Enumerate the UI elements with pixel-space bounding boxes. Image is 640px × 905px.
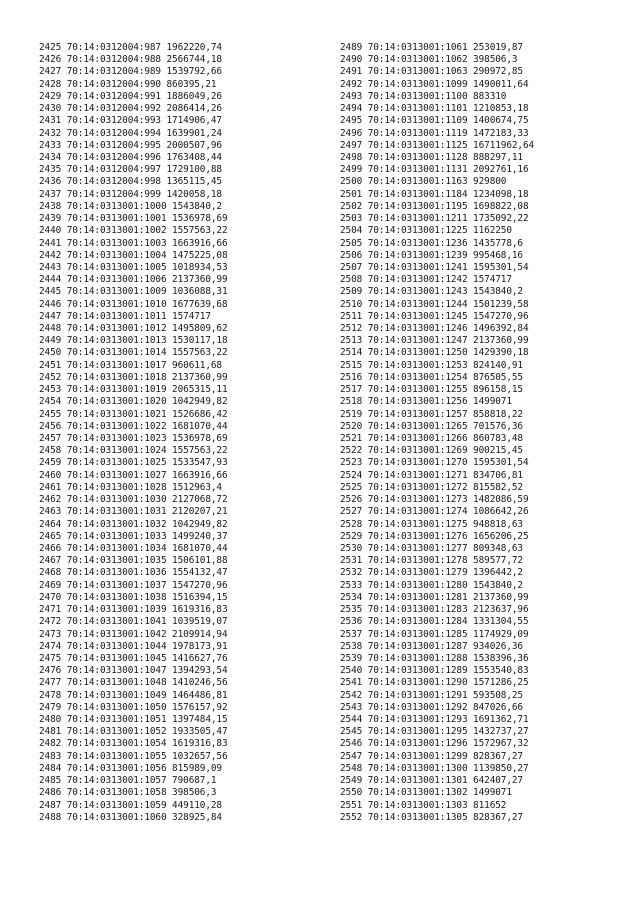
list-item: 2440 70:14:0313001:1002 1557563,22 <box>39 225 228 237</box>
list-item: 2449 70:14:0313001:1013 1530117,18 <box>39 335 228 347</box>
list-item: 2435 70:14:0312004:997 1729100,88 <box>39 164 222 176</box>
list-item: 2499 70:14:0313001:1131 2092761,16 <box>340 164 529 176</box>
list-item: 2524 70:14:0313001:1271 834706,81 <box>340 469 523 481</box>
list-item: 2494 70:14:0313001:1101 1210853,18 <box>340 103 529 115</box>
list-item: 2473 70:14:0313001:1042 2109914,94 <box>39 628 228 640</box>
list-item: 2503 70:14:0313001:1211 1735092,22 <box>340 213 529 225</box>
list-item: 2475 70:14:0313001:1045 1416627,76 <box>39 652 228 664</box>
list-item: 2484 70:14:0313001:1056 815989,09 <box>39 762 222 774</box>
list-item: 2425 70:14:0312004:987 1962220,74 <box>39 42 222 53</box>
list-item: 2543 70:14:0313001:1292 847026,66 <box>340 701 523 713</box>
list-item: 2539 70:14:0313001:1288 1538396,36 <box>340 652 529 664</box>
list-item: 2546 70:14:0313001:1296 1572967,32 <box>340 738 529 750</box>
list-item: 2525 70:14:0313001:1272 815582,52 <box>340 481 523 493</box>
list-item: 2528 70:14:0313001:1275 948818,63 <box>340 518 523 530</box>
list-item: 2450 70:14:0313001:1014 1557563,22 <box>39 347 228 359</box>
list-item: 2492 70:14:0313001:1099 1490011,64 <box>340 78 529 90</box>
list-item: 2515 70:14:0313001:1253 824140,91 <box>340 359 523 371</box>
list-item: 2477 70:14:0313001:1048 1410246,56 <box>39 677 228 689</box>
list-item: 2487 70:14:0313001:1059 449110,28 <box>39 799 222 811</box>
list-item: 2445 70:14:0313001:1009 1036088,31 <box>39 286 228 298</box>
list-item: 2509 70:14:0313001:1243 1543840,2 <box>340 286 523 298</box>
list-item: 2542 70:14:0313001:1291 593508,25 <box>340 689 523 701</box>
list-item: 2456 70:14:0313001:1022 1681070,44 <box>39 420 228 432</box>
list-item: 2526 70:14:0313001:1273 1482086,59 <box>340 494 529 506</box>
list-item: 2510 70:14:0313001:1244 1501239,58 <box>340 298 529 310</box>
list-item: 2517 70:14:0313001:1255 896158,15 <box>340 384 523 396</box>
list-item: 2550 70:14:0313001:1302 1499071 <box>340 787 512 799</box>
list-item: 2481 70:14:0313001:1052 1933505,47 <box>39 726 228 738</box>
list-item: 2540 70:14:0313001:1289 1553540,83 <box>340 665 529 677</box>
list-item: 2429 70:14:0312004:991 1886049,26 <box>39 90 222 102</box>
list-item: 2444 70:14:0313001:1006 2137360,99 <box>39 274 228 286</box>
list-item: 2483 70:14:0313001:1055 1032657,56 <box>39 750 228 762</box>
list-item: 2531 70:14:0313001:1278 589577,72 <box>340 555 523 567</box>
list-item: 2443 70:14:0313001:1005 1018934,53 <box>39 261 228 273</box>
list-item: 2430 70:14:0312004:992 2086414,26 <box>39 103 222 115</box>
list-item: 2472 70:14:0313001:1041 1039519,07 <box>39 616 228 628</box>
list-item: 2461 70:14:0313001:1028 1512963,4 <box>39 481 222 493</box>
list-item: 2544 70:14:0313001:1293 1691362,71 <box>340 714 529 726</box>
list-item: 2465 70:14:0313001:1033 1499240,37 <box>39 530 228 542</box>
list-item: 2452 70:14:0313001:1018 2137360,99 <box>39 371 228 383</box>
list-item: 2533 70:14:0313001:1280 1543840,2 <box>340 579 523 591</box>
list-item: 2548 70:14:0313001:1300 1139850,27 <box>340 762 529 774</box>
list-item: 2505 70:14:0313001:1236 1435778,6 <box>340 237 523 249</box>
left-column <box>39 42 339 824</box>
list-item: 2470 70:14:0313001:1038 1516394,15 <box>39 591 228 603</box>
list-item: 2471 70:14:0313001:1039 1619316,83 <box>39 604 228 616</box>
list-item: 2500 70:14:0313001:1163 929800 <box>340 176 507 188</box>
list-item: 2521 70:14:0313001:1266 860783,48 <box>340 433 523 444</box>
list-item: 2431 70:14:0312004:993 1714906,47 <box>39 115 222 127</box>
list-item: 2451 70:14:0313001:1017 960611,68 <box>39 359 222 371</box>
list-item: 2432 70:14:0312004:994 1639901,24 <box>39 127 222 139</box>
list-item: 2442 70:14:0313001:1004 1475225,08 <box>39 249 228 261</box>
list-item: 2501 70:14:0313001:1184 1234098,18 <box>340 188 529 200</box>
list-item: 2514 70:14:0313001:1250 1429390,18 <box>340 347 529 359</box>
list-item: 2436 70:14:0312004:998 1365115,45 <box>39 176 222 188</box>
list-item: 2549 70:14:0313001:1301 642407,27 <box>340 775 523 787</box>
list-item: 2439 70:14:0313001:1001 1536978,69 <box>39 213 228 225</box>
list-item: 2479 70:14:0313001:1050 1576157,92 <box>39 701 228 713</box>
right-column <box>340 42 640 824</box>
list-item: 2504 70:14:0313001:1225 1162250 <box>340 225 512 237</box>
list-item: 2433 70:14:0312004:995 2000507,96 <box>39 139 222 151</box>
list-item: 2516 70:14:0313001:1254 876505,55 <box>340 371 523 383</box>
list-item: 2428 70:14:0312004:990 860395,21 <box>39 78 217 90</box>
list-item: 2512 70:14:0313001:1246 1496392,84 <box>340 323 529 335</box>
list-item: 2448 70:14:0313001:1012 1495809,62 <box>39 323 228 335</box>
list-item: 2502 70:14:0313001:1195 1698822,08 <box>340 200 529 212</box>
list-item: 2463 70:14:0313001:1031 2120207,21 <box>39 506 228 518</box>
list-item: 2454 70:14:0313001:1020 1042949,82 <box>39 396 228 408</box>
list-item: 2529 70:14:0313001:1276 1656206,25 <box>340 530 529 542</box>
list-item: 2519 70:14:0313001:1257 858818,22 <box>340 408 523 420</box>
list-item: 2482 70:14:0313001:1054 1619316,83 <box>39 738 228 750</box>
list-item: 2513 70:14:0313001:1247 2137360,99 <box>340 335 529 347</box>
list-item: 2441 70:14:0313001:1003 1663916,66 <box>39 237 228 249</box>
list-item: 2466 70:14:0313001:1034 1681070,44 <box>39 542 228 554</box>
list-item: 2530 70:14:0313001:1277 809348,63 <box>340 542 523 554</box>
list-item: 2527 70:14:0313001:1274 1086642,26 <box>340 506 529 518</box>
list-item: 2426 70:14:0312004:988 2566744,18 <box>39 54 222 66</box>
list-item: 2506 70:14:0313001:1239 995468,16 <box>340 249 523 261</box>
list-item: 2453 70:14:0313001:1019 2065315,11 <box>39 384 228 396</box>
list-item: 2495 70:14:0313001:1109 1400674,75 <box>340 115 529 127</box>
list-item: 2485 70:14:0313001:1057 790687,1 <box>39 775 217 787</box>
list-item: 2459 70:14:0313001:1025 1533547,93 <box>39 457 228 469</box>
list-item: 2488 70:14:0313001:1060 328925,84 <box>39 811 222 823</box>
list-item: 2486 70:14:0313001:1058 398506,3 <box>39 787 217 799</box>
list-item: 2491 70:14:0313001:1063 290972,85 <box>340 66 523 78</box>
list-item: 2464 70:14:0313001:1032 1042949,82 <box>39 518 228 530</box>
list-item: 2532 70:14:0313001:1279 1396442,2 <box>340 567 523 579</box>
list-item: 2496 70:14:0313001:1119 1472183,33 <box>340 127 529 139</box>
list-item: 2437 70:14:0312004:999 1420058,18 <box>39 188 222 200</box>
list-item: 2535 70:14:0313001:1283 2123637,96 <box>340 604 529 616</box>
list-item: 2545 70:14:0313001:1295 1432737,27 <box>340 726 529 738</box>
list-item: 2523 70:14:0313001:1270 1595301,54 <box>340 457 529 469</box>
list-item: 2497 70:14:0313001:1125 16711962,64 <box>340 139 535 151</box>
list-item: 2508 70:14:0313001:1242 1574717 <box>340 274 512 286</box>
list-item: 2534 70:14:0313001:1281 2137360,99 <box>340 591 529 603</box>
list-item: 2541 70:14:0313001:1290 1571286,25 <box>340 677 529 689</box>
list-item: 2522 70:14:0313001:1269 900215,45 <box>340 445 523 457</box>
list-item: 2493 70:14:0313001:1100 883310 <box>340 90 507 102</box>
list-item: 2490 70:14:0313001:1062 398506,3 <box>340 54 518 66</box>
list-item: 2457 70:14:0313001:1023 1536978,69 <box>39 433 228 444</box>
list-item: 2455 70:14:0313001:1021 1526686,42 <box>39 408 228 420</box>
list-item: 2474 70:14:0313001:1044 1978173,91 <box>39 640 228 652</box>
list-item: 2460 70:14:0313001:1027 1663916,66 <box>39 469 228 481</box>
list-item: 2446 70:14:0313001:1010 1677639,68 <box>39 298 228 310</box>
list-item: 2469 70:14:0313001:1037 1547270,96 <box>39 579 228 591</box>
list-item: 2476 70:14:0313001:1047 1394293,54 <box>39 665 228 677</box>
list-item: 2458 70:14:0313001:1024 1557563,22 <box>39 445 228 457</box>
list-item: 2538 70:14:0313001:1287 934026,36 <box>340 640 523 652</box>
list-item: 2498 70:14:0313001:1128 888297,11 <box>340 151 523 163</box>
list-item: 2467 70:14:0313001:1035 1506101,88 <box>39 555 228 567</box>
list-item: 2536 70:14:0313001:1284 1331304,55 <box>340 616 529 628</box>
list-item: 2547 70:14:0313001:1299 828367,27 <box>340 750 523 762</box>
list-item: 2551 70:14:0313001:1303 811652 <box>340 799 507 811</box>
list-item: 2518 70:14:0313001:1256 1499071 <box>340 396 512 408</box>
list-item: 2447 70:14:0313001:1011 1574717 <box>39 310 211 322</box>
list-item: 2438 70:14:0313001:1000 1543840,2 <box>39 200 222 212</box>
list-item: 2434 70:14:0312004:996 1763408,44 <box>39 151 222 163</box>
list-item: 2507 70:14:0313001:1241 1595301,54 <box>340 261 529 273</box>
list-item: 2489 70:14:0313001:1061 253019,87 <box>340 42 523 53</box>
list-item: 2427 70:14:0312004:989 1539792,66 <box>39 66 222 78</box>
list-item: 2478 70:14:0313001:1049 1464486,81 <box>39 689 228 701</box>
list-item: 2552 70:14:0313001:1305 828367,27 <box>340 811 523 823</box>
list-item: 2480 70:14:0313001:1051 1397484,15 <box>39 714 228 726</box>
list-item: 2520 70:14:0313001:1265 701576,36 <box>340 420 523 432</box>
list-item: 2511 70:14:0313001:1245 1547270,96 <box>340 310 529 322</box>
list-item: 2537 70:14:0313001:1285 1174929,09 <box>340 628 529 640</box>
list-item: 2462 70:14:0313001:1030 2127068,72 <box>39 494 228 506</box>
list-item: 2468 70:14:0313001:1036 1554132,47 <box>39 567 228 579</box>
